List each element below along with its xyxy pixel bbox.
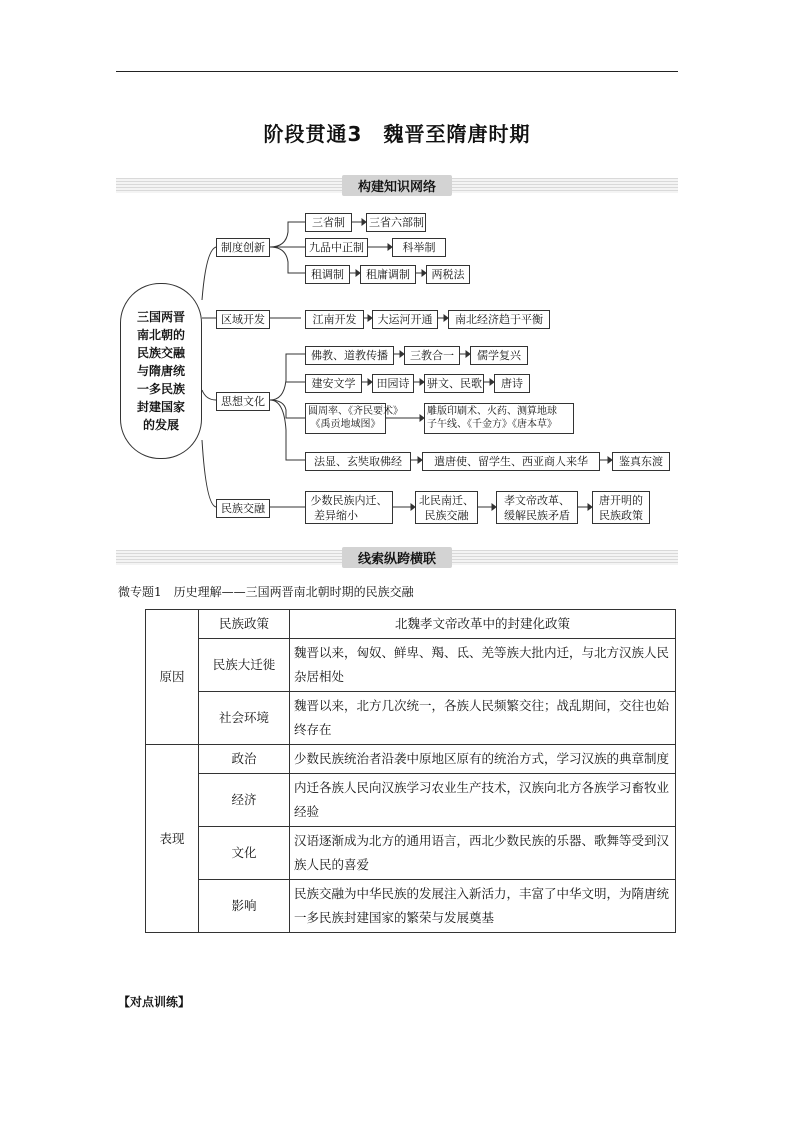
table-row — [146, 774, 676, 827]
node-keji1 — [305, 403, 403, 434]
section-banner-threads — [116, 550, 678, 565]
category-cause: 原因 — [146, 610, 199, 745]
table-cell: 北魏孝文帝改革中的封建化政策 — [290, 610, 676, 639]
node-dayunhe: 大运河开通 — [372, 310, 438, 329]
node-sansheng: 三省制 — [305, 213, 352, 232]
node-faxian: 法显、玄奘取佛经 — [305, 452, 411, 471]
table-row — [146, 745, 676, 774]
table-sub-label: 社会环境 — [199, 692, 290, 745]
node-mz2 — [415, 491, 478, 524]
node-qiantangshi: 遣唐使、留学生、西亚商人来华 — [422, 452, 600, 471]
node-jianzhen: 鉴真东渡 — [612, 452, 670, 471]
node-jianan: 建安文学 — [305, 374, 362, 393]
node-keji2 — [424, 403, 574, 434]
table-cell: 内迁各族人民向汉族学习农业生产技术，汉族向北方各族学习畜牧业经验 — [290, 774, 676, 827]
root-node — [120, 283, 202, 459]
micro-topic-heading: 微专题1 历史理解——三国两晋南北朝时期的民族交融 — [118, 585, 414, 599]
table-sub-label: 影响 — [199, 880, 290, 933]
table-row — [146, 610, 676, 639]
node-liangshui: 两税法 — [426, 265, 470, 284]
table-sub-label: 政治 — [199, 745, 290, 774]
node-mz3-line2: 缓解民族矛盾 — [504, 509, 570, 522]
node-mz1-line1: 少数民族内迁、 — [310, 494, 388, 507]
branch-quyu: 区域开发 — [216, 310, 270, 329]
section-label-threads: 线索纵跨横联 — [342, 547, 452, 568]
practice-heading: 【对点训练】 — [118, 995, 191, 1009]
table-cell: 汉语逐渐成为北方的通用语言，西北少数民族的乐器、歌舞等受到汉族人民的喜爱 — [290, 827, 676, 880]
node-fojiao: 佛教、道教传播 — [305, 346, 394, 365]
node-mz1 — [305, 491, 393, 524]
table-sub-label: 经济 — [199, 774, 290, 827]
table-cell: 魏晋以来，匈奴、鲜卑、羯、氐、羌等族大批内迁，与北方汉族人民杂居相处 — [290, 639, 676, 692]
node-mz4-line2: 民族政策 — [599, 509, 643, 522]
table-cell: 民族交融为中华民族的发展注入新活力，丰富了中华文明，为隋唐统一多民族封建国家的繁荣与发展奠基 — [290, 880, 676, 933]
page-title: 阶段贯通3 魏晋至隋唐时期 — [263, 122, 531, 146]
branch-zhidu: 制度创新 — [216, 238, 270, 257]
node-tangshi: 唐诗 — [494, 374, 530, 393]
root-node-text: 三国两晋南北朝的民族交融与隋唐统一多民族封建国家的发展 — [136, 310, 185, 432]
node-pianwen: 骈文、民歌 — [424, 374, 484, 393]
ethnic-integration-table — [145, 609, 676, 933]
node-tianyuan: 田园诗 — [372, 374, 414, 393]
node-keju: 科举制 — [392, 238, 446, 257]
node-ruxue: 儒学复兴 — [470, 346, 528, 365]
table-row — [146, 827, 676, 880]
node-mz4 — [592, 491, 650, 524]
node-mz3 — [496, 491, 578, 524]
node-zuyongtiao: 租庸调制 — [360, 265, 416, 284]
table-sub-label: 文化 — [199, 827, 290, 880]
table-row — [146, 692, 676, 745]
table-cell: 少数民族统治者沿袭中原地区原有的统治方式，学习汉族的典章制度 — [290, 745, 676, 774]
node-keji2-line1: 雕版印刷术、火药、测算地球 — [427, 406, 557, 417]
branch-minzu: 民族交融 — [216, 499, 270, 518]
node-mz2-line2: 民族交融 — [424, 509, 469, 522]
node-jiupin: 九品中正制 — [305, 238, 368, 257]
branch-sixiang: 思想文化 — [216, 392, 270, 411]
section-label-network: 构建知识网络 — [342, 175, 452, 196]
node-sanshengliubu: 三省六部制 — [366, 213, 426, 232]
category-show: 表现 — [146, 745, 199, 933]
table-sub-label: 民族大迁徙 — [199, 639, 290, 692]
node-jiangnan: 江南开发 — [305, 310, 364, 329]
node-mz3-line1: 孝文帝改革、 — [504, 494, 570, 507]
node-keji1-line1: 圆周率、《齐民要术》 — [308, 406, 403, 417]
table-sub-label: 民族政策 — [199, 610, 290, 639]
node-nanbei: 南北经济趋于平衡 — [448, 310, 550, 329]
node-keji2-line2: 子午线、《千金方》《唐本草》 — [427, 419, 557, 430]
node-mz1-line2: 差异缩小 — [314, 509, 358, 522]
node-zuyong: 租调制 — [305, 265, 350, 284]
node-mz2-line1: 北民南迁、 — [419, 494, 474, 507]
node-mz4-line1: 唐开明的 — [599, 494, 643, 507]
table-row — [146, 880, 676, 933]
node-keji1-line2: 《禹贡地域图》 — [310, 419, 381, 430]
table-row — [146, 639, 676, 692]
node-sanjiao: 三教合一 — [404, 346, 460, 365]
table-cell: 魏晋以来，北方几次统一，各族人民频繁交往；战乱期间，交往也始终存在 — [290, 692, 676, 745]
